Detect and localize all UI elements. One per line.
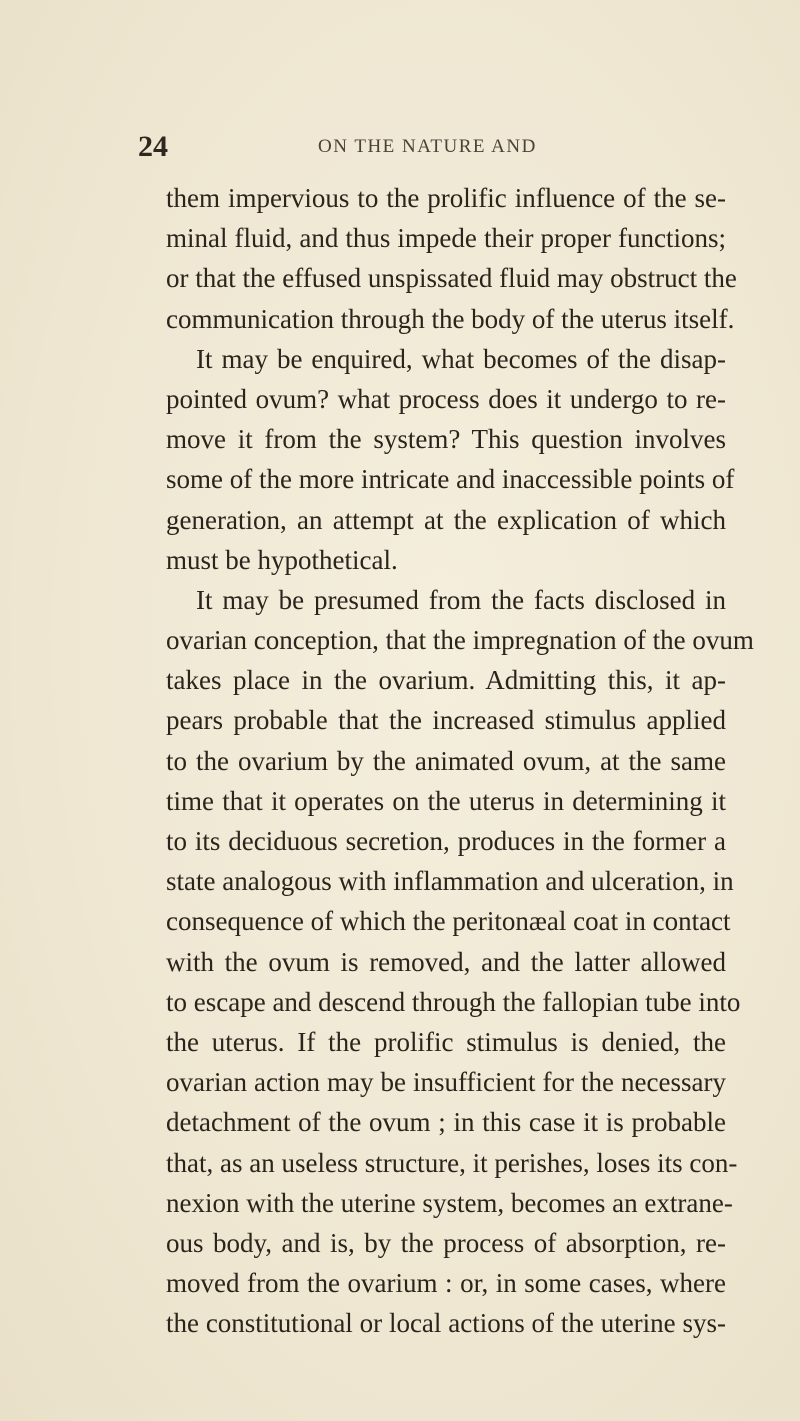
- page-number: 24: [138, 130, 168, 163]
- running-head: [138, 130, 698, 166]
- paragraph-start-line: It may be presumed from the facts disclosed in: [196, 584, 726, 615]
- text-line: to its deciduous secretion, produces in the former a: [166, 826, 726, 856]
- text-line: or that the effused unspissated fluid may obstruct the: [166, 263, 737, 294]
- text-line: them impervious to the prolific influence of the se-: [166, 183, 726, 213]
- text-line: detachment of the ovum ; in this case it is probable: [166, 1107, 726, 1138]
- text-line: ovarian action may be insufficient for the necessary: [166, 1067, 726, 1098]
- text-line: nexion with the uterine system, becomes an extrane-: [166, 1187, 733, 1218]
- text-line: communication through the body of the uterus itself.: [166, 303, 735, 334]
- running-title: ON THE NATURE AND: [318, 136, 537, 157]
- text-line: move it from the system? This question involves: [166, 424, 726, 455]
- text-line: the uterus. If the prolific stimulus is denied, the: [166, 1026, 726, 1057]
- text-line: moved from the ovarium : or, in some cases, where: [166, 1268, 726, 1299]
- text-line: some of the more intricate and inaccessible points of: [166, 464, 735, 495]
- text-line: state analogous with inflammation and ulceration, in: [166, 866, 734, 897]
- text-line: to the ovarium by the animated ovum, at the same: [166, 745, 726, 776]
- text-line: to escape and descend through the fallopian tube into: [166, 986, 741, 1017]
- text-line: ous body, and is, by the process of absorption, re-: [166, 1227, 726, 1258]
- text-line: the constitutional or local actions of the uterine sys-: [166, 1308, 726, 1339]
- text-line: pears probable that the increased stimulus applied: [166, 705, 726, 736]
- text-line: ovarian conception, that the impregnation of the ovum: [166, 625, 754, 656]
- text-line: consequence of which the peritonæal coat in contact: [166, 906, 731, 937]
- paragraph-start-line: It may be enquired, what becomes of the disap-: [196, 343, 726, 374]
- text-line: pointed ovum? what process does it undergo to re-: [166, 383, 726, 414]
- text-line: that, as an useless structure, it perishes, loses its con-: [166, 1147, 738, 1178]
- text-line: minal fluid, and thus impede their proper functions;: [166, 223, 726, 254]
- text-line: must be hypothetical.: [166, 544, 398, 575]
- text-line: generation, an attempt at the explication of which: [166, 504, 726, 535]
- text-line: takes place in the ovarium. Admitting this, it ap-: [166, 665, 726, 696]
- text-line: time that it operates on the uterus in determining it: [166, 785, 726, 816]
- body-text: [166, 178, 754, 1343]
- text-line: with the ovum is removed, and the latter allowed: [166, 946, 726, 977]
